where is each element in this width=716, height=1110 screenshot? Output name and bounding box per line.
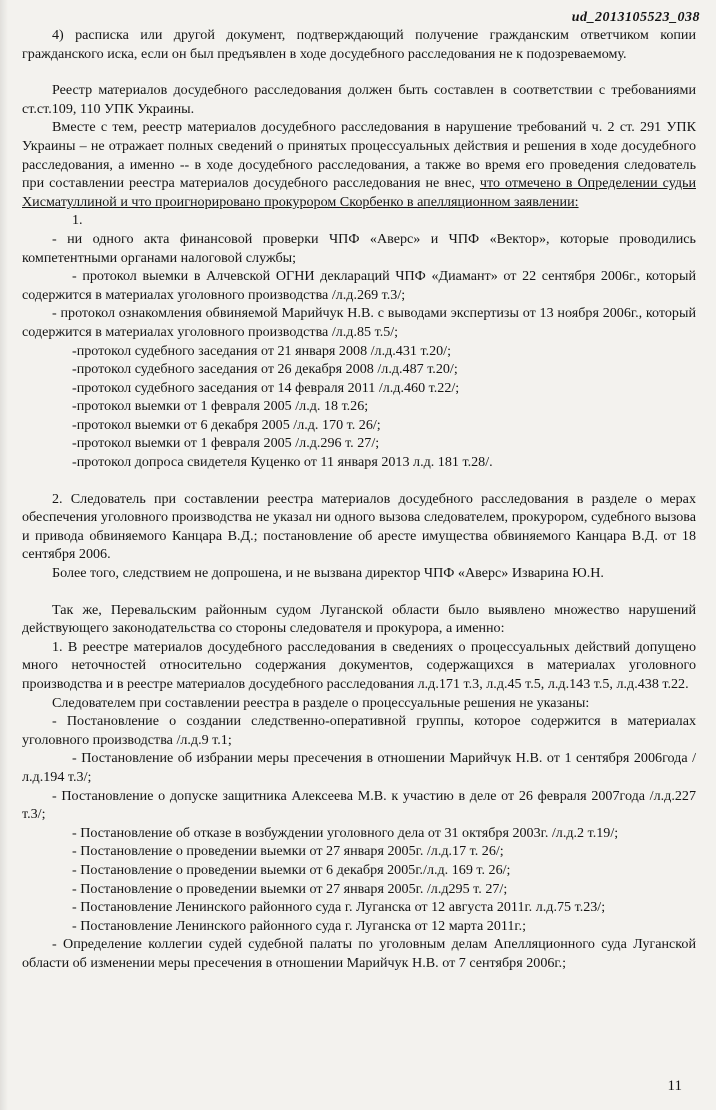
list-item: - Постановление о создании следственно-оперативной группы, которое содержится в материалах уголовного производства /л.д.9 т.1; <box>22 713 696 748</box>
list-item: -протокол судебного заседания от 14 февраля 2011 /л.д.460 т.22/; <box>72 379 460 396</box>
list-item: - Постановление Ленинского районного суда г. Луганска от 12 марта 2011г.; <box>72 917 527 934</box>
list-item: -протокол выемки от 6 декабря 2005 /л.д. 170 т. 26/; <box>72 416 381 433</box>
list-item: - ни одного акта финансовой проверки ЧПФ «Аверс» и ЧПФ «Вектор», которые проводились компетентными органами налоговой службы; <box>22 230 696 266</box>
list-item: -протокол допроса свидетеля Куценко от 11 января 2013 л.д. 181 т.28/. <box>72 454 493 471</box>
underlined-note: что отмечено в Определении судьи Хисматуллиной и что проигнорировано прокурором Скорбенко в апелляционном заявлении: <box>22 175 696 210</box>
list-item: -протокол судебного заседания от 21 января 2008 /л.д.431 т.20/; <box>72 342 452 359</box>
registry-violations-text: Вместе с тем, реестр материалов досудебного расследования в нарушение требований ч. 2 ст. 291 УПК Украины – не отражает полных сведений о принятых процессуальных действия и решения в ходе досудебного расследования, а именно -- в ходе досудебного расследования, а также во время его проведения следователь при составлении реестра материалов досудебного расследования не внес, <box>22 119 696 192</box>
paragraph-missing-decisions: Следователем при составлении реестра в разделе о процессуальные решения не указаны: <box>52 694 590 711</box>
list-item: - Определение коллегии судей судебной палаты по уголовным делам Апелляционного суда Луганской области об изменении меры пресечения в отношении Марийчук Н.В. от 7 сентября 2006г.; <box>22 936 696 971</box>
list-item: -протокол выемки от 1 февраля 2005 /л.д.296 т. 27/; <box>72 435 380 452</box>
list-item: - Постановление Ленинского районного суда г. Луганска от 12 августа 2011г. л.д.75 т.23/; <box>72 899 606 916</box>
list-item: - Постановление об отказе в возбуждении уголовного дела от 31 октября 2003г. /л.д.2 т.19/; <box>72 824 619 841</box>
paragraph-witness-not-questioned: Более того, следствием не допрошена, и не вызвана директор ЧПФ «Аверс» Изварина Ю.Н. <box>52 565 604 582</box>
list-item: - протокол ознакомления обвиняемой Марийчук Н.В. с выводами экспертизы от 13 ноября 2006г., который содержится в материалах уголовного производства /л.д.85 т.5/; <box>22 305 696 340</box>
list-item: - Постановление о проведении выемки от 6 декабря 2005г./л.д. 169 т. 26/; <box>72 861 511 878</box>
list-item: - Постановление об избрании меры пресечения в отношении Марийчук Н.В. от 1 сентября 2006года /л.д.194 т.3/; <box>22 750 696 785</box>
list-item: -протокол выемки от 1 февраля 2005 /л.д. 18 т.26; <box>72 398 369 415</box>
item-number-1: 1. <box>72 212 83 229</box>
scan-edge-shadow <box>0 0 8 1110</box>
list-item: - Постановление о проведении выемки от 27 января 2005г. /л.д.17 т. 26/; <box>72 843 504 860</box>
paragraph-court-findings: Так же, Перевальским районным судом Луганской области было выявлено множество нарушений действующего законодательства со стороны следователя и прокурора, а именно: <box>22 601 696 637</box>
list-item: - Постановление о проведении выемки от 27 января 2005г. /л.д295 т. 27/; <box>72 880 508 897</box>
list-item: - Постановление о допуске защитника Алексеева М.В. к участию в деле от 26 февраля 2007года /л.д.227 т.3/; <box>22 787 696 823</box>
document-body <box>22 26 696 973</box>
document-id: ud_2013105523_038 <box>571 10 700 25</box>
paragraph-investigator-measures: 2. Следователь при составлении реестра материалов досудебного расследования в разделе о мерах обеспечения уголовного производства не указал ни одного вызова следователем, прокурором, судебного вызова и привода обвиняемого Канцара В.Д.; постановление об аресте имущества обвиняемого Канцара В.Д. от 18 сентября 2006. <box>22 490 696 563</box>
page-number: 11 <box>667 1078 682 1094</box>
paragraph-receipt: 4) расписка или другой документ, подтверждающий получение гражданским ответчиком копии гражданского иска, если он был предъявлен в ходе досудебного расследования не к подозреваемому. <box>22 27 696 62</box>
paragraph-registry-violations <box>22 118 696 211</box>
paragraph-registry-requirements: Реестр материалов досудебного расследования должен быть составлен в соответствии с требованиями ст.ст.109, 110 УПК Украины. <box>22 82 696 117</box>
list-item: -протокол судебного заседания от 26 декабря 2008 /л.д.487 т.20/; <box>72 361 458 378</box>
list-item: - протокол выемки в Алчевской ОГНИ деклараций ЧПФ «Диамант» от 22 сентября 2006г., который содержится в материалах уголовного производства /л.д.269 т.3/; <box>22 268 696 303</box>
paragraph-registry-inaccuracies: 1. В реестре материалов досудебного расследования в сведениях о процессуальных действий допущено много неточностей относительно содержания документов, содержащихся в материалах уголовного производства и в реестре материалов досудебного расследования л.д.171 т.3, л.д.45 т.5, л.д.143 т.5, л.д.438 т.22. <box>22 638 696 692</box>
